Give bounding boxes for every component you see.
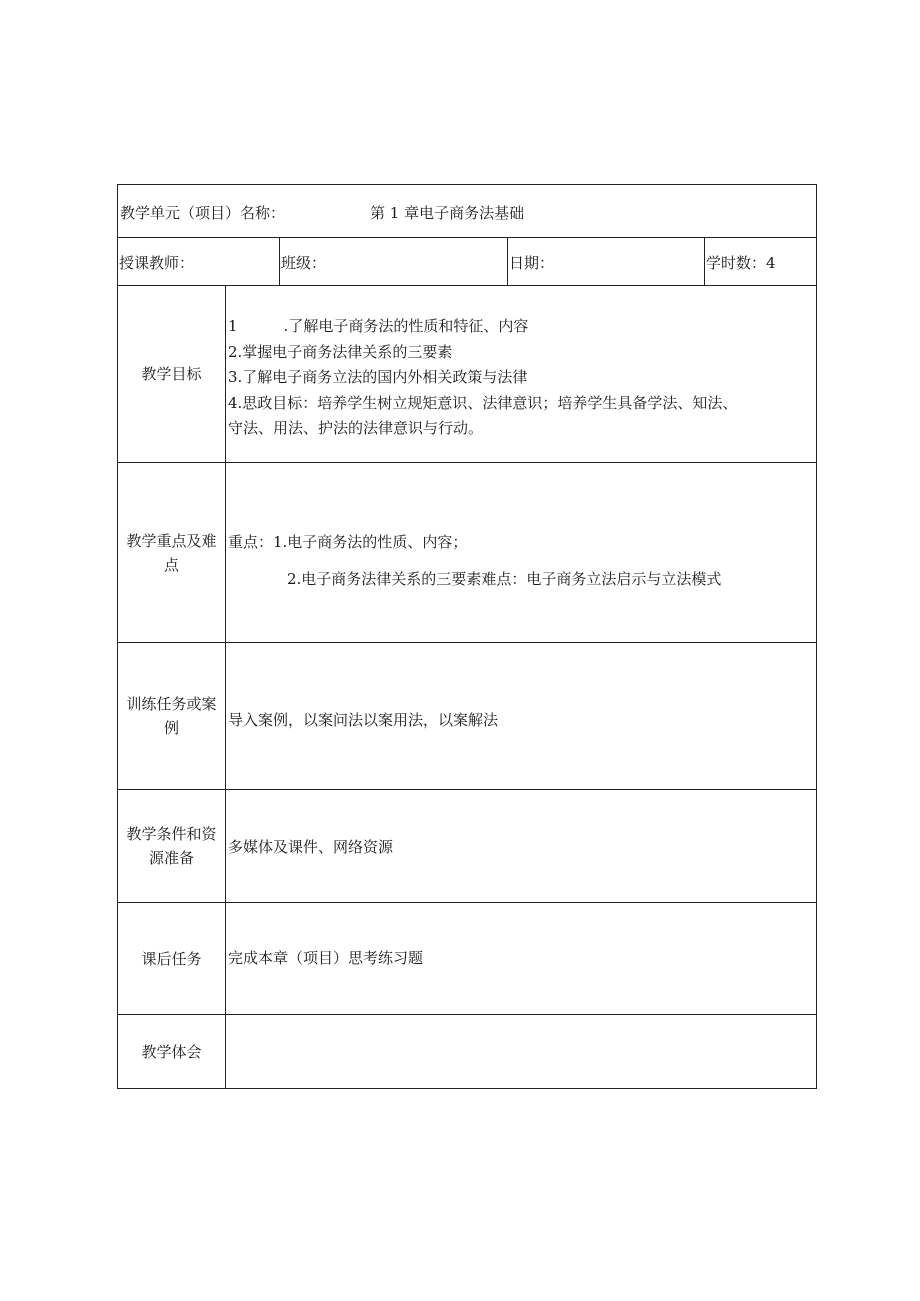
goals-content — [228, 286, 816, 462]
goals-row — [118, 286, 816, 463]
training-row — [118, 643, 816, 790]
unit-title: 第 1 章电子商务法基础 — [370, 204, 525, 222]
after-class-row — [118, 903, 816, 1015]
class-cell — [280, 238, 508, 285]
focus-line-1: 重点：1.电子商务法的性质、内容； — [228, 533, 468, 551]
focus-line-2: 2.电子商务法律关系的三要素难点：电子商务立法启示与立法模式 — [287, 570, 722, 588]
experience-row — [118, 1015, 816, 1088]
after-class-label: 课后任务 — [118, 903, 226, 1014]
after-class-text: 完成本章（项目）思考练习题 — [228, 949, 424, 967]
experience-content — [228, 1015, 816, 1088]
date-cell — [508, 238, 705, 285]
after-class-content — [228, 903, 816, 1014]
conditions-content — [228, 790, 816, 902]
conditions-text: 多媒体及课件、网络资源 — [228, 838, 394, 856]
training-text: 导入案例，以案问法以案用法，以案解法 — [228, 711, 499, 729]
focus-content — [228, 463, 816, 642]
experience-label: 教学体会 — [118, 1015, 226, 1088]
teacher-cell — [118, 238, 280, 285]
focus-label: 教学重点及难点 — [118, 463, 226, 642]
conditions-label: 教学条件和资源准备 — [118, 790, 226, 902]
training-content — [228, 643, 816, 789]
hours-cell — [705, 238, 816, 285]
focus-row — [118, 463, 816, 643]
goal-item-4-line-1: 4.思政目标：培养学生树立规矩意识、法律意识；培养学生具备学法、知法、 — [228, 393, 738, 412]
lesson-plan-table — [117, 184, 817, 1089]
goal-item-1: 1 .了解电子商务法的性质和特征、内容 — [228, 317, 529, 335]
goal-item-3: 3.了解电子商务立法的国内外相关政策与法律 — [228, 368, 528, 386]
unit-row — [118, 185, 816, 238]
conditions-row — [118, 790, 816, 903]
info-row — [118, 238, 816, 286]
class-label: 班级： — [281, 254, 327, 272]
goal-item-2: 2.掌握电子商务法律关系的三要素 — [228, 342, 453, 361]
goals-label: 教学目标 — [118, 286, 226, 462]
hours-label: 学时数：4 — [706, 254, 776, 272]
unit-label: 教学单元（项目）名称： — [120, 204, 286, 222]
teacher-label: 授课教师： — [119, 254, 195, 272]
goal-item-4-line-2: 守法、用法、护法的法律意识与行动。 — [228, 419, 484, 437]
date-label: 日期： — [509, 254, 555, 272]
training-label: 训练任务或案例 — [118, 643, 226, 789]
